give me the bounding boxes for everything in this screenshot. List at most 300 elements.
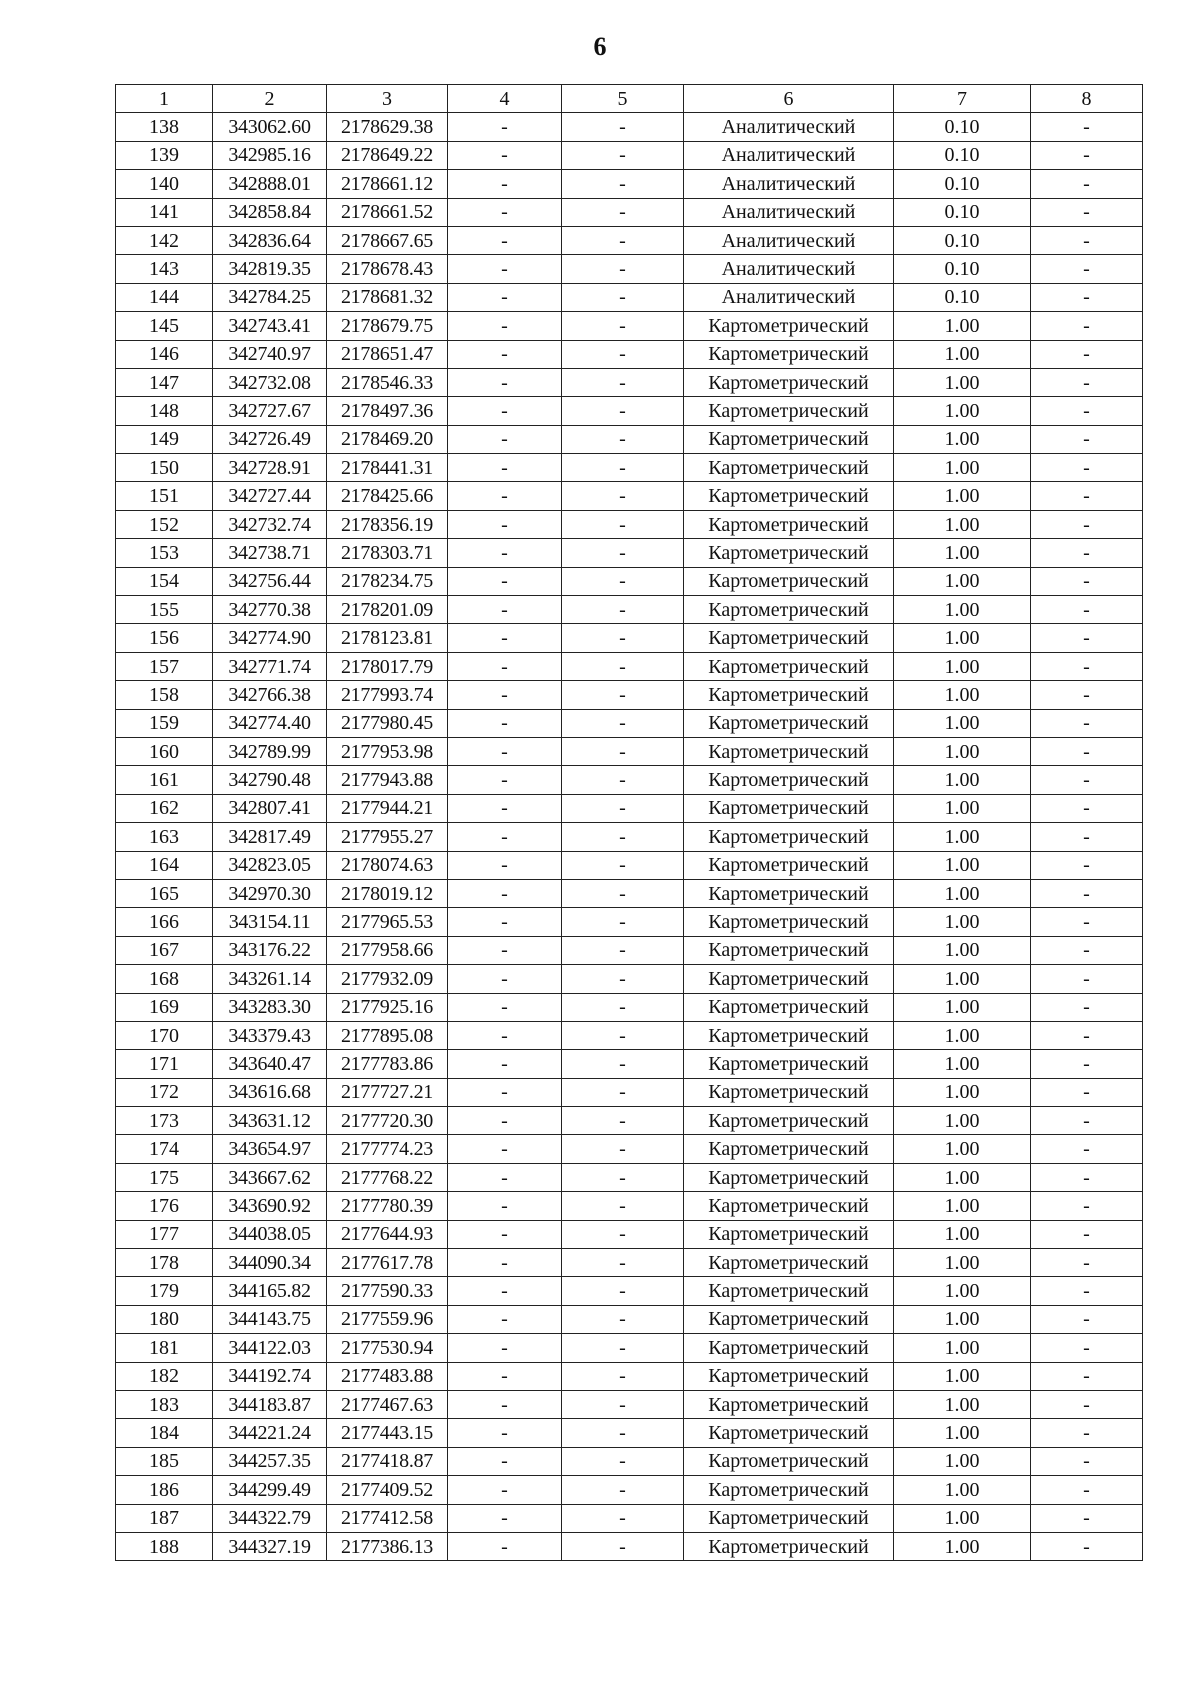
cell-coord-y: 2178649.22 [327, 141, 448, 169]
cell-method: Аналитический [684, 198, 894, 226]
cell-col-4: - [448, 851, 562, 879]
cell-col-4: - [448, 908, 562, 936]
cell-col-8: - [1031, 283, 1143, 311]
cell-accuracy: 1.00 [894, 1107, 1031, 1135]
cell-coord-y: 2177943.88 [327, 766, 448, 794]
cell-coord-y: 2177483.88 [327, 1362, 448, 1390]
header-cell-3: 3 [327, 85, 448, 113]
cell-accuracy: 1.00 [894, 340, 1031, 368]
cell-col-4: - [448, 794, 562, 822]
cell-coord-x: 344090.34 [213, 1249, 327, 1277]
cell-col-5: - [562, 283, 684, 311]
cell-method: Картометрический [684, 340, 894, 368]
cell-coord-x: 344038.05 [213, 1220, 327, 1248]
cell-method: Картометрический [684, 539, 894, 567]
cell-coord-x: 342770.38 [213, 596, 327, 624]
table-row [116, 794, 1143, 822]
cell-method: Картометрический [684, 1192, 894, 1220]
cell-coord-x: 344165.82 [213, 1277, 327, 1305]
cell-col-4: - [448, 1447, 562, 1475]
cell-col-4: - [448, 993, 562, 1021]
cell-point-number: 150 [116, 454, 213, 482]
cell-point-number: 144 [116, 283, 213, 311]
cell-col-4: - [448, 1305, 562, 1333]
table-row [116, 766, 1143, 794]
cell-col-8: - [1031, 823, 1143, 851]
cell-col-8: - [1031, 1163, 1143, 1191]
cell-accuracy: 1.00 [894, 652, 1031, 680]
cell-point-number: 185 [116, 1447, 213, 1475]
table-body [116, 113, 1143, 1561]
cell-coord-y: 2178201.09 [327, 596, 448, 624]
table-row [116, 1447, 1143, 1475]
table-row [116, 198, 1143, 226]
table-row [116, 1419, 1143, 1447]
cell-method: Картометрический [684, 794, 894, 822]
cell-coord-y: 2178661.52 [327, 198, 448, 226]
table-row [116, 539, 1143, 567]
cell-col-4: - [448, 482, 562, 510]
cell-point-number: 168 [116, 965, 213, 993]
cell-method: Аналитический [684, 170, 894, 198]
cell-coord-x: 342819.35 [213, 255, 327, 283]
cell-coord-y: 2177412.58 [327, 1504, 448, 1532]
cell-point-number: 138 [116, 113, 213, 141]
cell-accuracy: 1.00 [894, 1447, 1031, 1475]
cell-coord-x: 342858.84 [213, 198, 327, 226]
cell-coord-y: 2177953.98 [327, 737, 448, 765]
cell-point-number: 157 [116, 652, 213, 680]
cell-col-8: - [1031, 368, 1143, 396]
cell-col-8: - [1031, 1334, 1143, 1362]
cell-col-5: - [562, 255, 684, 283]
cell-col-5: - [562, 1447, 684, 1475]
cell-col-4: - [448, 226, 562, 254]
cell-col-4: - [448, 652, 562, 680]
cell-col-4: - [448, 1362, 562, 1390]
cell-col-5: - [562, 681, 684, 709]
cell-accuracy: 1.00 [894, 936, 1031, 964]
cell-col-5: - [562, 1362, 684, 1390]
cell-accuracy: 1.00 [894, 1249, 1031, 1277]
table-row [116, 1135, 1143, 1163]
table-row [116, 1249, 1143, 1277]
cell-coord-y: 2178074.63 [327, 851, 448, 879]
cell-col-4: - [448, 255, 562, 283]
cell-col-5: - [562, 993, 684, 1021]
cell-method: Аналитический [684, 255, 894, 283]
cell-coord-y: 2178303.71 [327, 539, 448, 567]
cell-col-8: - [1031, 993, 1143, 1021]
cell-point-number: 178 [116, 1249, 213, 1277]
cell-coord-x: 344192.74 [213, 1362, 327, 1390]
cell-method: Картометрический [684, 482, 894, 510]
table-row [116, 737, 1143, 765]
cell-coord-x: 342727.67 [213, 397, 327, 425]
cell-point-number: 164 [116, 851, 213, 879]
cell-point-number: 156 [116, 624, 213, 652]
cell-point-number: 177 [116, 1220, 213, 1248]
cell-col-8: - [1031, 965, 1143, 993]
cell-accuracy: 1.00 [894, 993, 1031, 1021]
cell-coord-x: 344322.79 [213, 1504, 327, 1532]
cell-accuracy: 1.00 [894, 596, 1031, 624]
cell-col-5: - [562, 851, 684, 879]
cell-coord-y: 2177944.21 [327, 794, 448, 822]
cell-accuracy: 1.00 [894, 312, 1031, 340]
cell-coord-y: 2178629.38 [327, 113, 448, 141]
cell-coord-x: 342727.44 [213, 482, 327, 510]
cell-accuracy: 1.00 [894, 823, 1031, 851]
cell-coord-y: 2177559.96 [327, 1305, 448, 1333]
table-row [116, 454, 1143, 482]
cell-col-5: - [562, 1078, 684, 1106]
cell-col-8: - [1031, 170, 1143, 198]
cell-accuracy: 1.00 [894, 766, 1031, 794]
cell-coord-y: 2178356.19 [327, 510, 448, 538]
cell-col-4: - [448, 1050, 562, 1078]
cell-coord-x: 344257.35 [213, 1447, 327, 1475]
cell-col-4: - [448, 510, 562, 538]
cell-col-8: - [1031, 652, 1143, 680]
cell-col-8: - [1031, 567, 1143, 595]
cell-coord-y: 2178661.12 [327, 170, 448, 198]
cell-method: Картометрический [684, 624, 894, 652]
cell-col-8: - [1031, 1192, 1143, 1220]
table-row [116, 908, 1143, 936]
cell-col-8: - [1031, 255, 1143, 283]
cell-method: Картометрический [684, 1163, 894, 1191]
cell-coord-x: 344183.87 [213, 1390, 327, 1418]
table-row [116, 397, 1143, 425]
cell-accuracy: 1.00 [894, 1163, 1031, 1191]
cell-col-8: - [1031, 1050, 1143, 1078]
cell-col-8: - [1031, 709, 1143, 737]
cell-point-number: 159 [116, 709, 213, 737]
cell-coord-x: 342784.25 [213, 283, 327, 311]
cell-col-4: - [448, 681, 562, 709]
cell-col-8: - [1031, 681, 1143, 709]
cell-col-5: - [562, 766, 684, 794]
header-cell-5: 5 [562, 85, 684, 113]
cell-coord-y: 2178469.20 [327, 425, 448, 453]
cell-col-4: - [448, 1107, 562, 1135]
cell-col-8: - [1031, 198, 1143, 226]
cell-point-number: 169 [116, 993, 213, 1021]
cell-col-8: - [1031, 879, 1143, 907]
cell-coord-x: 343631.12 [213, 1107, 327, 1135]
cell-col-8: - [1031, 340, 1143, 368]
cell-coord-y: 2177965.53 [327, 908, 448, 936]
cell-col-8: - [1031, 482, 1143, 510]
cell-method: Картометрический [684, 1277, 894, 1305]
cell-coord-x: 343640.47 [213, 1050, 327, 1078]
cell-point-number: 180 [116, 1305, 213, 1333]
table-row [116, 567, 1143, 595]
cell-col-8: - [1031, 936, 1143, 964]
cell-coord-y: 2177386.13 [327, 1532, 448, 1560]
cell-col-8: - [1031, 425, 1143, 453]
header-cell-7: 7 [894, 85, 1031, 113]
cell-coord-y: 2178497.36 [327, 397, 448, 425]
cell-col-4: - [448, 936, 562, 964]
cell-accuracy: 1.00 [894, 1305, 1031, 1333]
cell-col-8: - [1031, 1419, 1143, 1447]
cell-coord-y: 2177774.23 [327, 1135, 448, 1163]
cell-coord-x: 343283.30 [213, 993, 327, 1021]
cell-point-number: 173 [116, 1107, 213, 1135]
cell-point-number: 160 [116, 737, 213, 765]
cell-point-number: 174 [116, 1135, 213, 1163]
cell-method: Картометрический [684, 368, 894, 396]
cell-accuracy: 1.00 [894, 1532, 1031, 1560]
cell-col-4: - [448, 1135, 562, 1163]
cell-col-5: - [562, 1334, 684, 1362]
cell-col-4: - [448, 113, 562, 141]
cell-coord-y: 2177780.39 [327, 1192, 448, 1220]
cell-method: Картометрический [684, 879, 894, 907]
cell-col-4: - [448, 1078, 562, 1106]
cell-accuracy: 1.00 [894, 851, 1031, 879]
cell-col-5: - [562, 198, 684, 226]
cell-point-number: 141 [116, 198, 213, 226]
cell-coord-x: 342789.99 [213, 737, 327, 765]
cell-col-8: - [1031, 454, 1143, 482]
cell-coord-y: 2178679.75 [327, 312, 448, 340]
cell-accuracy: 1.00 [894, 737, 1031, 765]
cell-method: Картометрический [684, 425, 894, 453]
cell-coord-x: 342888.01 [213, 170, 327, 198]
cell-accuracy: 1.00 [894, 368, 1031, 396]
table-row [116, 1532, 1143, 1560]
table-row [116, 936, 1143, 964]
cell-coord-x: 342738.71 [213, 539, 327, 567]
cell-method: Картометрический [684, 1078, 894, 1106]
cell-point-number: 184 [116, 1419, 213, 1447]
table-row [116, 1334, 1143, 1362]
cell-col-4: - [448, 1334, 562, 1362]
cell-col-5: - [562, 794, 684, 822]
cell-accuracy: 1.00 [894, 1078, 1031, 1106]
cell-accuracy: 1.00 [894, 794, 1031, 822]
table-row [116, 255, 1143, 283]
cell-col-5: - [562, 823, 684, 851]
cell-col-4: - [448, 170, 562, 198]
cell-col-4: - [448, 397, 562, 425]
cell-method: Картометрический [684, 1305, 894, 1333]
cell-accuracy: 0.10 [894, 198, 1031, 226]
cell-coord-y: 2177955.27 [327, 823, 448, 851]
cell-point-number: 148 [116, 397, 213, 425]
cell-col-8: - [1031, 1305, 1143, 1333]
cell-method: Картометрический [684, 965, 894, 993]
cell-col-4: - [448, 1419, 562, 1447]
table-row [116, 141, 1143, 169]
cell-accuracy: 1.00 [894, 1277, 1031, 1305]
cell-col-5: - [562, 425, 684, 453]
table-row [116, 1050, 1143, 1078]
cell-col-8: - [1031, 1135, 1143, 1163]
cell-col-5: - [562, 624, 684, 652]
cell-col-4: - [448, 1390, 562, 1418]
cell-coord-x: 342756.44 [213, 567, 327, 595]
cell-accuracy: 1.00 [894, 425, 1031, 453]
table-row [116, 1476, 1143, 1504]
cell-accuracy: 1.00 [894, 1334, 1031, 1362]
cell-accuracy: 1.00 [894, 1390, 1031, 1418]
cell-coord-y: 2177925.16 [327, 993, 448, 1021]
table-row [116, 1107, 1143, 1135]
cell-point-number: 142 [116, 226, 213, 254]
cell-method: Картометрический [684, 1050, 894, 1078]
cell-point-number: 188 [116, 1532, 213, 1560]
cell-method: Картометрический [684, 596, 894, 624]
cell-col-8: - [1031, 1532, 1143, 1560]
cell-col-8: - [1031, 1447, 1143, 1475]
cell-col-8: - [1031, 737, 1143, 765]
cell-accuracy: 1.00 [894, 965, 1031, 993]
cell-col-8: - [1031, 624, 1143, 652]
cell-method: Картометрический [684, 908, 894, 936]
coordinates-table [115, 84, 1143, 1561]
cell-coord-x: 344299.49 [213, 1476, 327, 1504]
cell-coord-y: 2178441.31 [327, 454, 448, 482]
cell-accuracy: 0.10 [894, 255, 1031, 283]
cell-coord-y: 2178546.33 [327, 368, 448, 396]
page-number: 6 [593, 32, 607, 61]
cell-accuracy: 0.10 [894, 141, 1031, 169]
cell-col-5: - [562, 368, 684, 396]
cell-col-4: - [448, 1021, 562, 1049]
cell-coord-x: 344221.24 [213, 1419, 327, 1447]
cell-col-5: - [562, 1192, 684, 1220]
cell-coord-y: 2177932.09 [327, 965, 448, 993]
cell-accuracy: 1.00 [894, 567, 1031, 595]
cell-coord-x: 343654.97 [213, 1135, 327, 1163]
table-row [116, 709, 1143, 737]
cell-col-5: - [562, 596, 684, 624]
cell-col-4: - [448, 709, 562, 737]
cell-accuracy: 0.10 [894, 283, 1031, 311]
cell-coord-x: 342836.64 [213, 226, 327, 254]
cell-col-4: - [448, 766, 562, 794]
cell-col-5: - [562, 1277, 684, 1305]
cell-col-5: - [562, 965, 684, 993]
cell-coord-y: 2177768.22 [327, 1163, 448, 1191]
table-row [116, 851, 1143, 879]
cell-accuracy: 1.00 [894, 1220, 1031, 1248]
cell-coord-y: 2177727.21 [327, 1078, 448, 1106]
cell-accuracy: 1.00 [894, 397, 1031, 425]
cell-coord-x: 342823.05 [213, 851, 327, 879]
table-row [116, 1504, 1143, 1532]
table-row [116, 965, 1143, 993]
cell-method: Картометрический [684, 1220, 894, 1248]
cell-col-8: - [1031, 226, 1143, 254]
cell-point-number: 186 [116, 1476, 213, 1504]
cell-coord-y: 2177720.30 [327, 1107, 448, 1135]
header-cell-6: 6 [684, 85, 894, 113]
cell-col-5: - [562, 1419, 684, 1447]
cell-col-4: - [448, 596, 562, 624]
cell-coord-y: 2177530.94 [327, 1334, 448, 1362]
cell-col-5: - [562, 652, 684, 680]
cell-col-8: - [1031, 1220, 1143, 1248]
cell-col-8: - [1031, 113, 1143, 141]
cell-col-8: - [1031, 1476, 1143, 1504]
cell-method: Картометрический [684, 567, 894, 595]
cell-col-4: - [448, 1220, 562, 1248]
cell-accuracy: 1.00 [894, 510, 1031, 538]
cell-col-5: - [562, 1390, 684, 1418]
table-row [116, 283, 1143, 311]
table-row [116, 1362, 1143, 1390]
cell-method: Картометрический [684, 397, 894, 425]
cell-accuracy: 1.00 [894, 539, 1031, 567]
cell-col-4: - [448, 312, 562, 340]
cell-col-5: - [562, 1021, 684, 1049]
cell-col-5: - [562, 1532, 684, 1560]
cell-col-4: - [448, 283, 562, 311]
cell-coord-x: 343667.62 [213, 1163, 327, 1191]
cell-col-5: - [562, 510, 684, 538]
cell-coord-y: 2177418.87 [327, 1447, 448, 1475]
table-row [116, 1277, 1143, 1305]
header-cell-1: 1 [116, 85, 213, 113]
cell-coord-x: 343379.43 [213, 1021, 327, 1049]
cell-method: Картометрический [684, 681, 894, 709]
cell-coord-x: 344327.19 [213, 1532, 327, 1560]
cell-method: Картометрический [684, 1476, 894, 1504]
cell-accuracy: 1.00 [894, 1135, 1031, 1163]
cell-coord-y: 2178681.32 [327, 283, 448, 311]
cell-accuracy: 1.00 [894, 1192, 1031, 1220]
cell-col-4: - [448, 1249, 562, 1277]
cell-accuracy: 1.00 [894, 624, 1031, 652]
cell-accuracy: 1.00 [894, 1419, 1031, 1447]
table-row [116, 425, 1143, 453]
cell-coord-y: 2178425.66 [327, 482, 448, 510]
cell-coord-y: 2177958.66 [327, 936, 448, 964]
cell-coord-x: 343176.22 [213, 936, 327, 964]
table-row [116, 823, 1143, 851]
cell-col-4: - [448, 340, 562, 368]
cell-accuracy: 0.10 [894, 170, 1031, 198]
header-cell-4: 4 [448, 85, 562, 113]
cell-method: Аналитический [684, 283, 894, 311]
cell-coord-x: 344143.75 [213, 1305, 327, 1333]
table-row [116, 482, 1143, 510]
cell-col-8: - [1031, 141, 1143, 169]
cell-col-8: - [1031, 1107, 1143, 1135]
table-row [116, 1192, 1143, 1220]
cell-col-5: - [562, 709, 684, 737]
cell-method: Картометрический [684, 709, 894, 737]
cell-method: Картометрический [684, 1021, 894, 1049]
cell-col-4: - [448, 425, 562, 453]
table-row [116, 340, 1143, 368]
cell-point-number: 153 [116, 539, 213, 567]
cell-col-5: - [562, 454, 684, 482]
cell-point-number: 166 [116, 908, 213, 936]
table-row [116, 1390, 1143, 1418]
cell-col-4: - [448, 454, 562, 482]
cell-col-4: - [448, 1532, 562, 1560]
cell-coord-x: 342732.74 [213, 510, 327, 538]
cell-method: Картометрический [684, 1419, 894, 1447]
cell-point-number: 171 [116, 1050, 213, 1078]
cell-col-5: - [562, 170, 684, 198]
